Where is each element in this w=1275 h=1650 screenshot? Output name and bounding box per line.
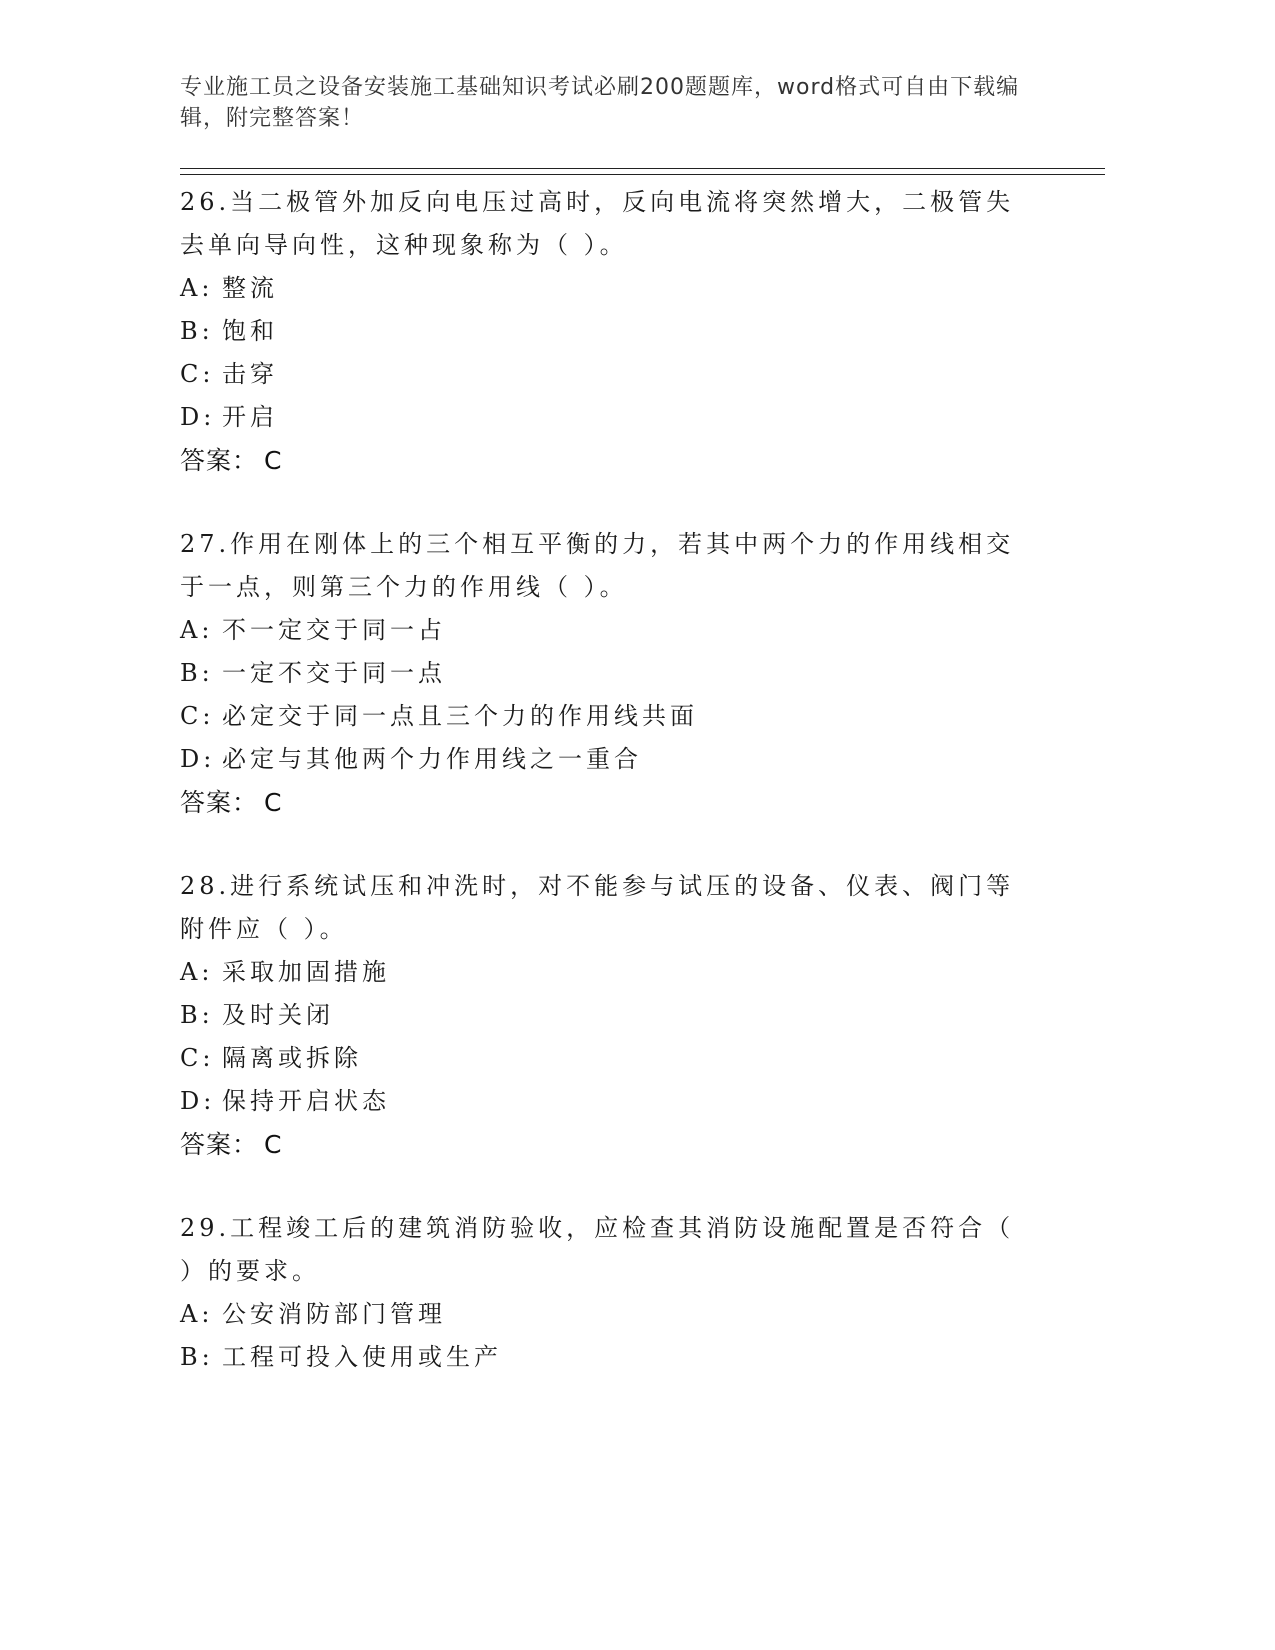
option-c xyxy=(180,695,1040,738)
document-header xyxy=(180,72,1060,134)
option-c xyxy=(180,353,1040,396)
option-letter: B: xyxy=(180,1001,214,1029)
answer-label: 答案： xyxy=(180,788,259,817)
option-text: 必定与其他两个力作用线之一重合 xyxy=(222,745,642,773)
answer-line xyxy=(180,781,1040,824)
header-divider-top xyxy=(180,168,1105,169)
option-letter: B: xyxy=(180,1343,214,1371)
option-text: 不一定交于同一占 xyxy=(222,616,446,644)
option-text: 整流 xyxy=(222,274,278,302)
option-b xyxy=(180,1336,1040,1379)
option-text: 工程可投入使用或生产 xyxy=(222,1343,502,1371)
question-number: 28. xyxy=(180,872,231,900)
question-stem: 进行系统试压和冲洗时，对不能参与试压的设备、仪表、阀门等附件应（ ）。 xyxy=(180,872,1015,943)
option-letter: A: xyxy=(180,274,214,302)
question-26 xyxy=(180,181,1040,482)
answer-label: 答案： xyxy=(180,446,259,475)
header-divider-bottom xyxy=(180,174,1105,175)
option-text: 公安消防部门管理 xyxy=(222,1300,446,1328)
question-number: 27. xyxy=(180,530,231,558)
option-text: 一定不交于同一点 xyxy=(222,659,446,687)
option-text: 饱和 xyxy=(222,317,278,345)
option-letter: D: xyxy=(180,403,216,431)
option-text: 保持开启状态 xyxy=(222,1087,390,1115)
option-letter: B: xyxy=(180,659,214,687)
option-letter: D: xyxy=(180,1087,216,1115)
answer-label: 答案： xyxy=(180,1130,259,1159)
option-a xyxy=(180,267,1040,310)
option-d xyxy=(180,1080,1040,1123)
question-stem: 工程竣工后的建筑消防验收，应检查其消防设施配置是否符合（ ）的要求。 xyxy=(180,1214,1015,1285)
option-text: 采取加固措施 xyxy=(222,958,390,986)
option-b xyxy=(180,994,1040,1037)
option-a xyxy=(180,951,1040,994)
question-number: 29. xyxy=(180,1214,231,1242)
question-27 xyxy=(180,523,1040,824)
option-letter: A: xyxy=(180,1300,214,1328)
option-b xyxy=(180,310,1040,353)
question-28 xyxy=(180,865,1040,1166)
answer-line xyxy=(180,1123,1040,1166)
answer-value: C xyxy=(264,446,283,475)
option-d xyxy=(180,396,1040,439)
option-letter: A: xyxy=(180,616,214,644)
answer-value: C xyxy=(264,1130,283,1159)
answer-value: C xyxy=(264,788,283,817)
option-c xyxy=(180,1037,1040,1080)
option-letter: C: xyxy=(180,360,215,388)
option-a xyxy=(180,1293,1040,1336)
question-29 xyxy=(180,1207,1040,1379)
option-text: 必定交于同一点且三个力的作用线共面 xyxy=(222,702,698,730)
option-b xyxy=(180,652,1040,695)
option-text: 击穿 xyxy=(222,360,278,388)
question-stem: 作用在刚体上的三个相互平衡的力，若其中两个力的作用线相交于一点，则第三个力的作用线（ ）。 xyxy=(180,530,1015,601)
question-list xyxy=(180,181,1040,1420)
question-stem: 当二极管外加反向电压过高时，反向电流将突然增大，二极管失去单向导向性，这种现象称为（ ）。 xyxy=(180,188,1015,259)
option-letter: D: xyxy=(180,745,216,773)
question-text xyxy=(180,523,1040,609)
option-text: 及时关闭 xyxy=(222,1001,334,1029)
question-text xyxy=(180,865,1040,951)
option-letter: B: xyxy=(180,317,214,345)
option-letter: A: xyxy=(180,958,214,986)
option-text: 隔离或拆除 xyxy=(222,1044,362,1072)
option-text: 开启 xyxy=(222,403,278,431)
option-a xyxy=(180,609,1040,652)
answer-line xyxy=(180,439,1040,482)
option-letter: C: xyxy=(180,702,215,730)
option-letter: C: xyxy=(180,1044,215,1072)
document-title: 专业施工员之设备安装施工基础知识考试必刷200题题库，word格式可自由下载编辑，附完整答案！ xyxy=(180,75,1020,131)
question-text xyxy=(180,181,1040,267)
question-number: 26. xyxy=(180,188,231,216)
question-text xyxy=(180,1207,1040,1293)
option-d xyxy=(180,738,1040,781)
